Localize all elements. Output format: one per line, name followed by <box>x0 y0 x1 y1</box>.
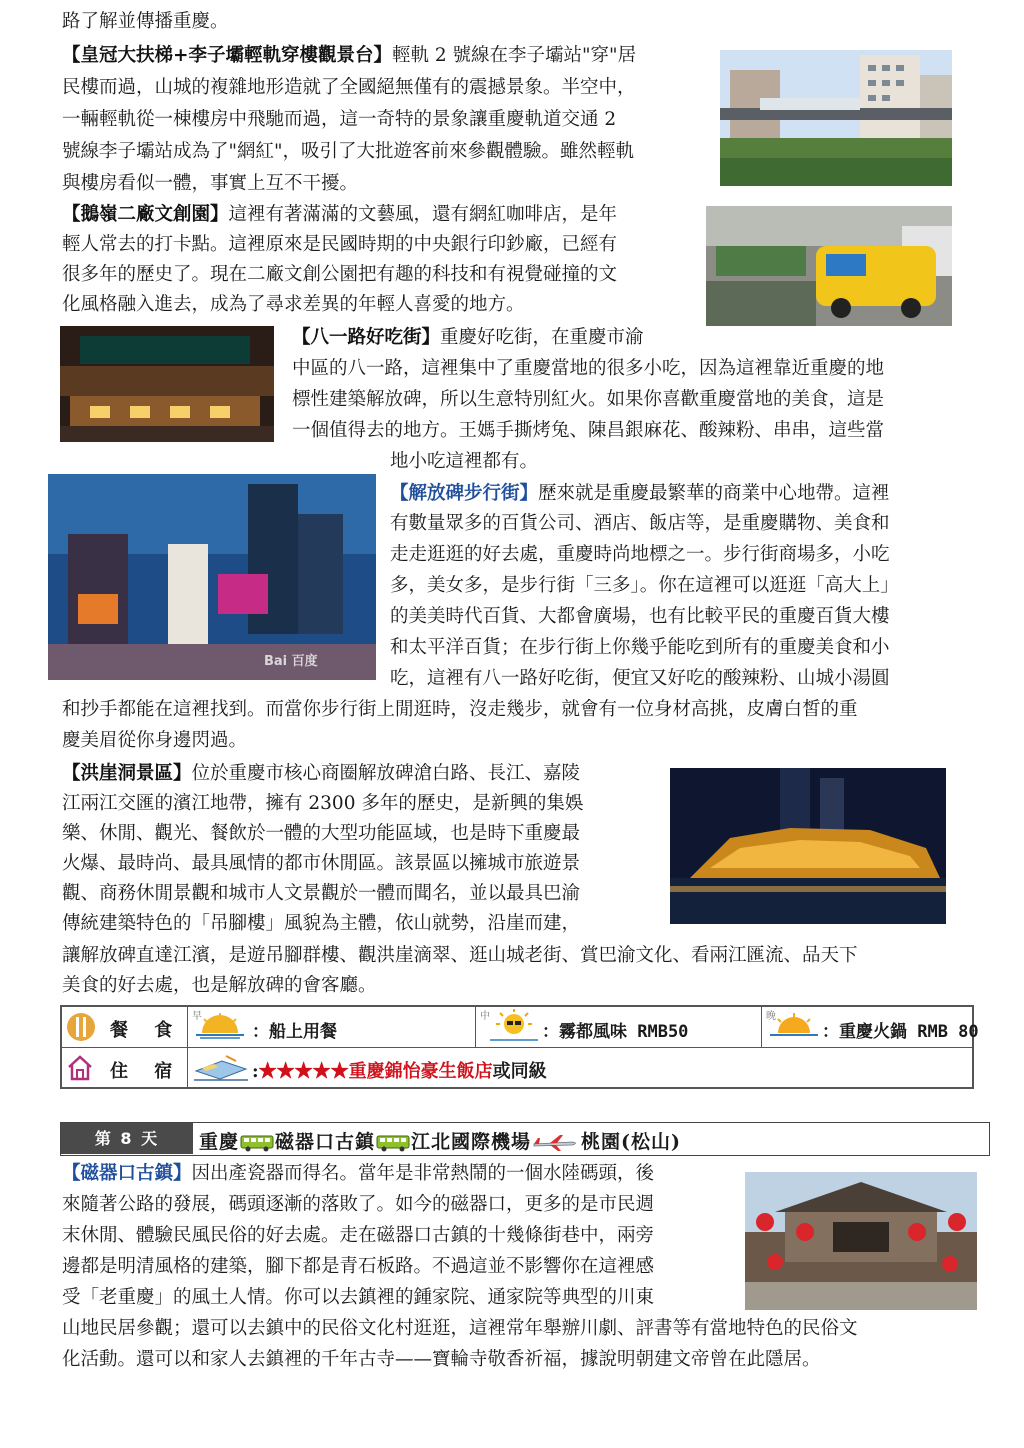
section-title-ciqikou: 【磁器口古鎮】 <box>62 1163 192 1184</box>
text-line: 這裡有著滿滿的文藝風，還有網紅咖啡店，是年 <box>228 204 618 225</box>
lunch-cell <box>476 1007 762 1047</box>
dinner-tag: 晚 <box>766 1011 776 1022</box>
photo-jiefangbei-night <box>48 474 376 680</box>
photo-hongyadong-night <box>670 768 946 924</box>
route-stop: 桃園(松山) <box>581 1131 682 1153</box>
text-line: 輕軌 2 號線在李子壩站"穿"居 <box>392 45 637 66</box>
lunch-text: ：霧都風味 RMB50 <box>542 1022 689 1042</box>
text-line: 一個值得去的地方。王媽手撕烤兔、陳昌銀麻花、酸辣粉、串串，這些當 <box>292 420 885 441</box>
meals-label: 餐 食 <box>110 1020 183 1041</box>
text-line: 火爆、最時尚、最具風情的都市休閒區。該景區以擁城市旅遊景 <box>62 853 581 874</box>
text-line: 和抄手都能在這裡找到。而當你步行街上閒逛時，沒走幾步，就會有一位身材高挑，皮膚白皙的重 <box>62 699 858 720</box>
text-line: 觀、商務休閒景觀和城市人文景觀於一體而聞名，並以最具巴渝 <box>62 883 581 904</box>
text-line: 受「老重慶」的風土人情。你可以去鎮裡的鍾家院、通家院等典型的川東 <box>62 1287 655 1308</box>
text-line: 讓解放碑直達江濱，是遊吊腳群樓、觀洪崖滴翠、逛山城老街、賞巴渝文化、看兩江匯流、品天下 <box>62 945 858 966</box>
text-line: 一輛輕軌從一棟樓房中飛馳而過，這一奇特的景象讓重慶軌道交通 2 <box>62 109 617 130</box>
photo-bayi-food-street <box>60 326 274 442</box>
lodging-row <box>62 1048 972 1088</box>
section-title-jiefangbei: 【解放碑步行街】 <box>390 483 539 504</box>
paragraph-hongyadong <box>62 762 580 786</box>
text-line: 路了解並傳播重慶。 <box>62 11 229 32</box>
bus-icon <box>376 1134 410 1152</box>
text-line: 走走逛逛的好去處，重慶時尚地標之一。步行街商場多，小吃 <box>390 544 890 565</box>
text-line: 號線李子壩站成為了"網紅"，吸引了大批遊客前來參觀體驗。雖然輕軌 <box>62 141 635 162</box>
bed-icon <box>192 1053 250 1081</box>
photo-liziba-light-rail <box>720 50 952 186</box>
text-line: 末休閒、體驗民風民俗的好去處。走在磁器口古鎮的十幾條街巷中，兩旁 <box>62 1225 655 1246</box>
paragraph-jiefangbei <box>390 482 890 506</box>
lodging-prefix: : <box>252 1061 259 1082</box>
airplane-icon <box>532 1134 580 1152</box>
route-stop: 重慶 <box>199 1131 240 1153</box>
text-line: 山地民居參觀；還可以去鎮中的民俗文化村逛逛，這裡常年舉辦川劇、評書等有當地特色的民俗文 <box>62 1318 858 1339</box>
route-stop: 江北國際機場 <box>411 1131 532 1153</box>
text-line: 邊都是明清風格的建築，腳下都是青石板路。不過這並不影響你在這裡感 <box>62 1256 655 1277</box>
text-line: 來隨著公路的發展，碼頭逐漸的落敗了。如今的磁器口，更多的是市民週 <box>62 1194 655 1215</box>
photo-watermark: Bai 百度 <box>264 654 318 669</box>
meals-lodging-table <box>60 1005 979 1089</box>
lodging-text <box>252 1057 547 1083</box>
text-line: 位於重慶市核心商圈解放碑滄白路、長江、嘉陵 <box>191 763 581 784</box>
breakfast-text: ：船上用餐 <box>252 1022 337 1042</box>
text-line: 很多年的歷史了。現在二廠文創公園把有趣的科技和有視覺碰撞的文 <box>62 264 618 285</box>
section-title-crown-escalator: 【皇冠大扶梯+李子壩輕軌穿樓觀景台】 <box>62 45 393 66</box>
route-stop: 磁器口古鎮 <box>275 1131 376 1153</box>
section-title-hongyadong: 【洪崖洞景區】 <box>62 763 192 784</box>
paragraph-eling <box>62 203 617 227</box>
hotel-name: 重慶錦怡豪生飯店 <box>348 1061 493 1082</box>
text-line: 江兩江交匯的濱江地帶，擁有 2300 多年的歷史，是新興的集娛 <box>62 793 584 814</box>
text-line: 與樓房看似一體，事實上互不干擾。 <box>62 173 359 194</box>
text-line: 重慶好吃街，在重慶市渝 <box>440 327 644 348</box>
sun-sunglasses-icon <box>488 1009 540 1043</box>
house-icon <box>66 1054 94 1082</box>
photo-ciqikou-old-town <box>745 1172 977 1310</box>
paragraph-crown-escalator <box>62 44 636 68</box>
text-line: 標性建築解放碑，所以生意特別紅火。如果你喜歡重慶當地的美食，這是 <box>292 389 885 410</box>
text-line: 因出產瓷器而得名。當年是非常熱鬧的一個水陸碼頭，後 <box>191 1163 655 1184</box>
photo-eling-factory-park <box>706 206 952 326</box>
dinner-cell <box>762 1007 979 1047</box>
section-title-eling: 【鵝嶺二廠文創園】 <box>62 204 229 225</box>
bus-icon <box>240 1134 274 1152</box>
sunset-icon <box>768 1013 820 1039</box>
text-line: 中區的八一路，這裡集中了重慶當地的很多小吃，因為這裡靠近重慶的地 <box>292 358 885 379</box>
breakfast-tag: 早 <box>192 1011 202 1022</box>
sunrise-icon <box>194 1013 246 1039</box>
lunch-tag: 中 <box>480 1011 490 1022</box>
day-number: 第 8 天 <box>61 1123 193 1154</box>
text-line: 歷來就是重慶最繁華的商業中心地帶。這裡 <box>538 483 890 504</box>
text-line: 美食的好去處，也是解放碑的會客廳。 <box>62 975 377 996</box>
text-line: 民樓而過，山城的複雜地形造就了全國絕無僅有的震撼景象。半空中， <box>62 77 636 98</box>
paragraph-ciqikou <box>62 1162 654 1186</box>
text-line: 傳統建築特色的「吊腳樓」風貌為主體，依山就勢，沿崖而建， <box>62 913 581 934</box>
meals-row <box>62 1007 979 1048</box>
paragraph-bayi-road <box>292 326 644 350</box>
text-line: 慶美眉從你身邊閃過。 <box>62 730 248 751</box>
meals-label-cell <box>62 1007 188 1047</box>
lodging-label-cell <box>62 1048 188 1088</box>
section-title-bayi-road: 【八一路好吃街】 <box>292 327 441 348</box>
text-line: 輕人常去的打卡點。這裡原來是民國時期的中央銀行印鈔廠，已經有 <box>62 234 618 255</box>
lodging-label: 住 宿 <box>110 1061 183 1082</box>
hotel-stars: ★★★★★ <box>258 1061 349 1082</box>
text-line: 化活動。還可以和家人去鎮裡的千年古寺——寶輪寺敬香祈福，據說明朝建文帝曾在此隱居。 <box>62 1349 821 1370</box>
fork-knife-icon <box>66 1010 96 1044</box>
dinner-text: ：重慶火鍋 RMB 80 <box>822 1022 979 1042</box>
text-line: 多，美女多，是步行街「三多」。你在這裡可以逛逛「高大上」 <box>390 575 899 596</box>
text-line: 化風格融入進去，成為了尋求差異的年輕人喜愛的地方。 <box>62 294 525 315</box>
breakfast-cell <box>188 1007 476 1047</box>
text-line: 有數量眾多的百貨公司、酒店、飯店等，是重慶購物、美食和 <box>390 513 890 534</box>
day-banner <box>60 1122 990 1156</box>
text-line: 樂、休閒、觀光、餐飲於一體的大型功能區域，也是時下重慶最 <box>62 823 581 844</box>
hotel-suffix: 或同級 <box>492 1061 547 1082</box>
lodging-hotel-cell <box>188 1048 972 1088</box>
text-line: 的美美時代百貨、大都會廣場，也有比較平民的重慶百貨大樓 <box>390 606 890 627</box>
text-line: 地小吃這裡都有。 <box>390 451 539 472</box>
text-line: 和太平洋百貨；在步行街上你幾乎能吃到所有的重慶美食和小 <box>390 637 890 658</box>
day-route <box>199 1127 681 1154</box>
text-line: 吃，這裡有八一路好吃街，便宜又好吃的酸辣粉、山城小湯圓 <box>390 668 890 689</box>
